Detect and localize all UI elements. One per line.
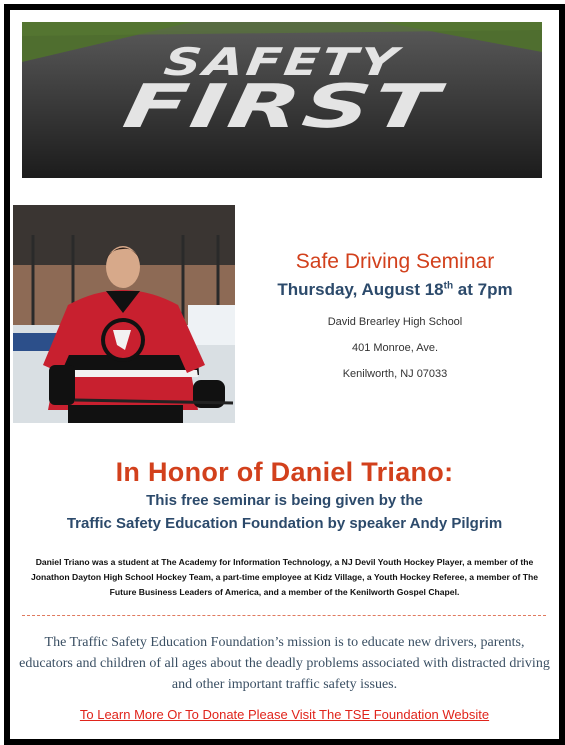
banner-line-safety: SAFETY [161, 40, 403, 84]
biography-text: Daniel Triano was a student at The Academy for Information Technology, a NJ Devil Youth Hockey Player, a member of the Jonathon Dayton High School Hockey Team, a part-time employee at Kidz Village, a Youth Hockey Referee, a member of The Future Business Leaders of America, and a member of the Kenilworth Gospel Chapel. [30, 557, 538, 597]
event-street: 401 Monroe, Ave. [351, 342, 439, 354]
event-title: Safe Driving Seminar [295, 250, 495, 273]
tse-foundation-link[interactable]: To Learn More Or To Donate Please Visit The TSE Foundation Website [79, 707, 490, 722]
banner-line-first: FIRST [118, 72, 446, 142]
event-venue: David Brearley High School [327, 316, 463, 328]
honor-title: In Honor of Daniel Triano: [115, 457, 454, 487]
flyer-frame [4, 4, 565, 745]
hockey-player-photo [13, 205, 235, 423]
event-date-suffix: th [443, 280, 454, 292]
event-date-main: Thursday, August 18 [277, 280, 444, 299]
event-details [240, 250, 550, 380]
honor-section [10, 457, 559, 534]
event-city: Kenilworth, NJ 07033 [342, 368, 448, 380]
honor-subtitle-1: This free seminar is being given by the [146, 492, 423, 509]
event-date-time: at 7pm [453, 280, 513, 299]
mission-statement: The Traffic Safety Education Foundation’s mission is to educate new drivers, parents, educators and children of all ages about the deadly problems associated with distracted driving and other important traffic safety issues. [19, 635, 550, 692]
safety-first-banner [22, 22, 542, 178]
honor-subtitle-2: Traffic Safety Education Foundation by speaker Andy Pilgrim [66, 515, 503, 532]
dashed-divider [22, 615, 546, 616]
event-date [240, 280, 550, 300]
